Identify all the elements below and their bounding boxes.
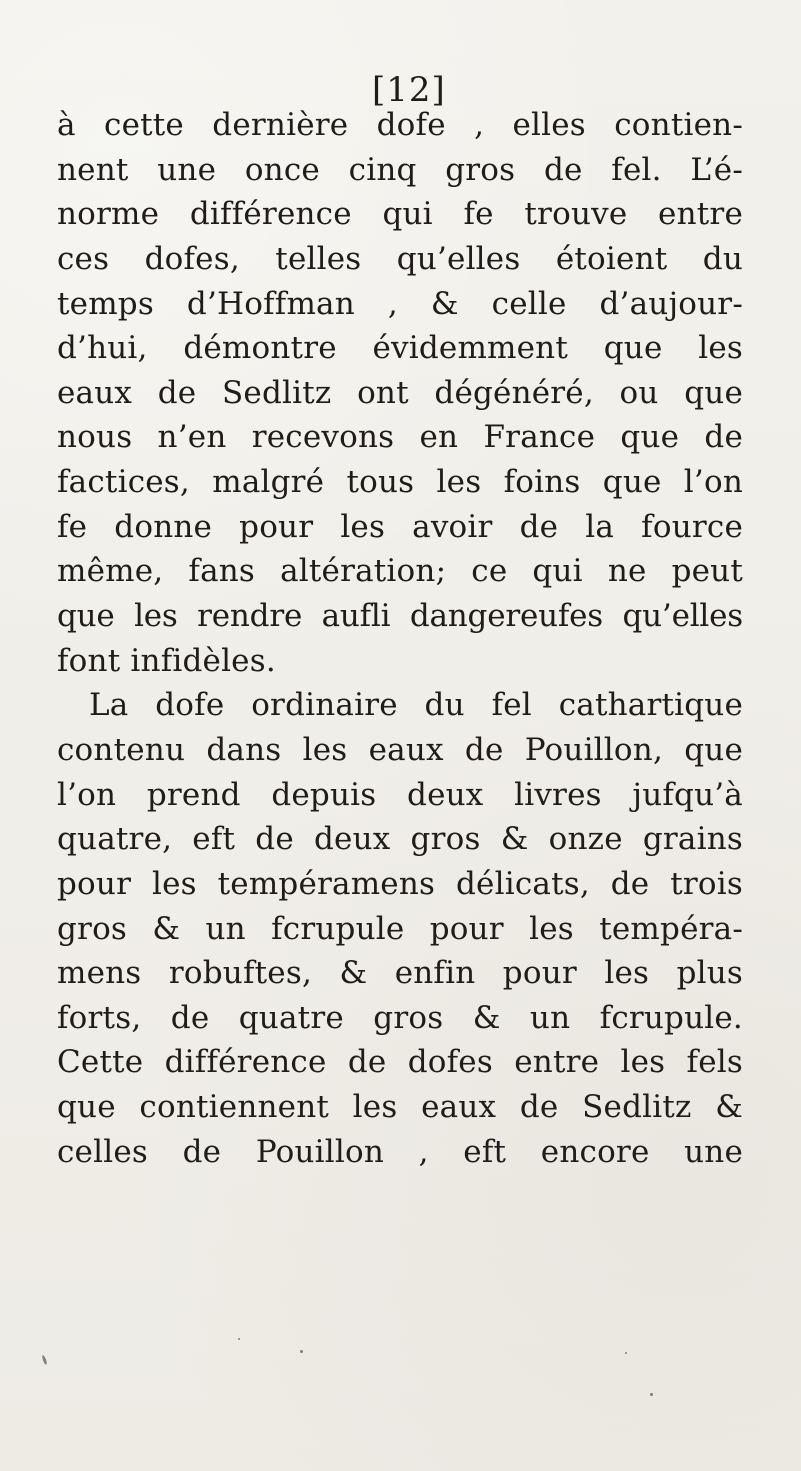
text-line: l’on prend depuis deux livres jufqu’à (57, 776, 743, 813)
text-line: norme différence qui fe trouve entre (57, 196, 743, 233)
text-line: font infidèles. (57, 642, 276, 679)
text-line: contenu dans les eaux de Pouillon, que (57, 731, 743, 768)
text-line: celles de Pouillon , eft encore une (57, 1133, 743, 1170)
body-text (57, 103, 743, 1174)
text-line: d’hui, démontre évidemment que les (57, 330, 743, 367)
ink-speck (300, 1350, 303, 1353)
paragraph-start-line: La dofe ordinaire du fel cathartique (89, 687, 743, 724)
ink-speck (650, 1393, 653, 1396)
text-line: fe donne pour les avoir de la fource (57, 508, 743, 545)
text-line: à cette dernière dofe , elles contien- (57, 107, 743, 143)
ink-speck (625, 1352, 627, 1354)
text-line: nent une once cinq gros de fel. L’é- (57, 151, 743, 188)
text-line: nous n’en recevons en France que de (57, 419, 743, 456)
text-line: eaux de Sedlitz ont dégénéré, ou que (57, 374, 743, 411)
text-line: forts, de quatre gros & un fcrupule. (57, 999, 743, 1036)
text-line: que les rendre aufli dangereufes qu’elles (57, 598, 743, 635)
text-line: mens robuftes, & enfin pour les plus (57, 955, 743, 992)
text-line: Cette différence de dofes entre les fels (57, 1044, 743, 1081)
text-line: quatre, eft de deux gros & onze grains (57, 821, 743, 858)
ink-speck (238, 1338, 240, 1340)
text-line: ces dofes, telles qu’elles étoient du (57, 240, 743, 277)
page-number: [12] (372, 70, 446, 110)
text-line: même, fans altération; ce qui ne peut (57, 553, 743, 590)
text-line: que contiennent les eaux de Sedlitz & (57, 1089, 743, 1126)
ink-speck (41, 1355, 47, 1365)
text-line: factices, malgré tous les foins que l’on (57, 464, 743, 501)
text-line: pour les tempéramens délicats, de trois (57, 865, 743, 902)
text-line: temps d’Hoffman , & celle d’aujour- (57, 285, 743, 322)
text-line: gros & un fcrupule pour les tempéra- (57, 910, 743, 947)
